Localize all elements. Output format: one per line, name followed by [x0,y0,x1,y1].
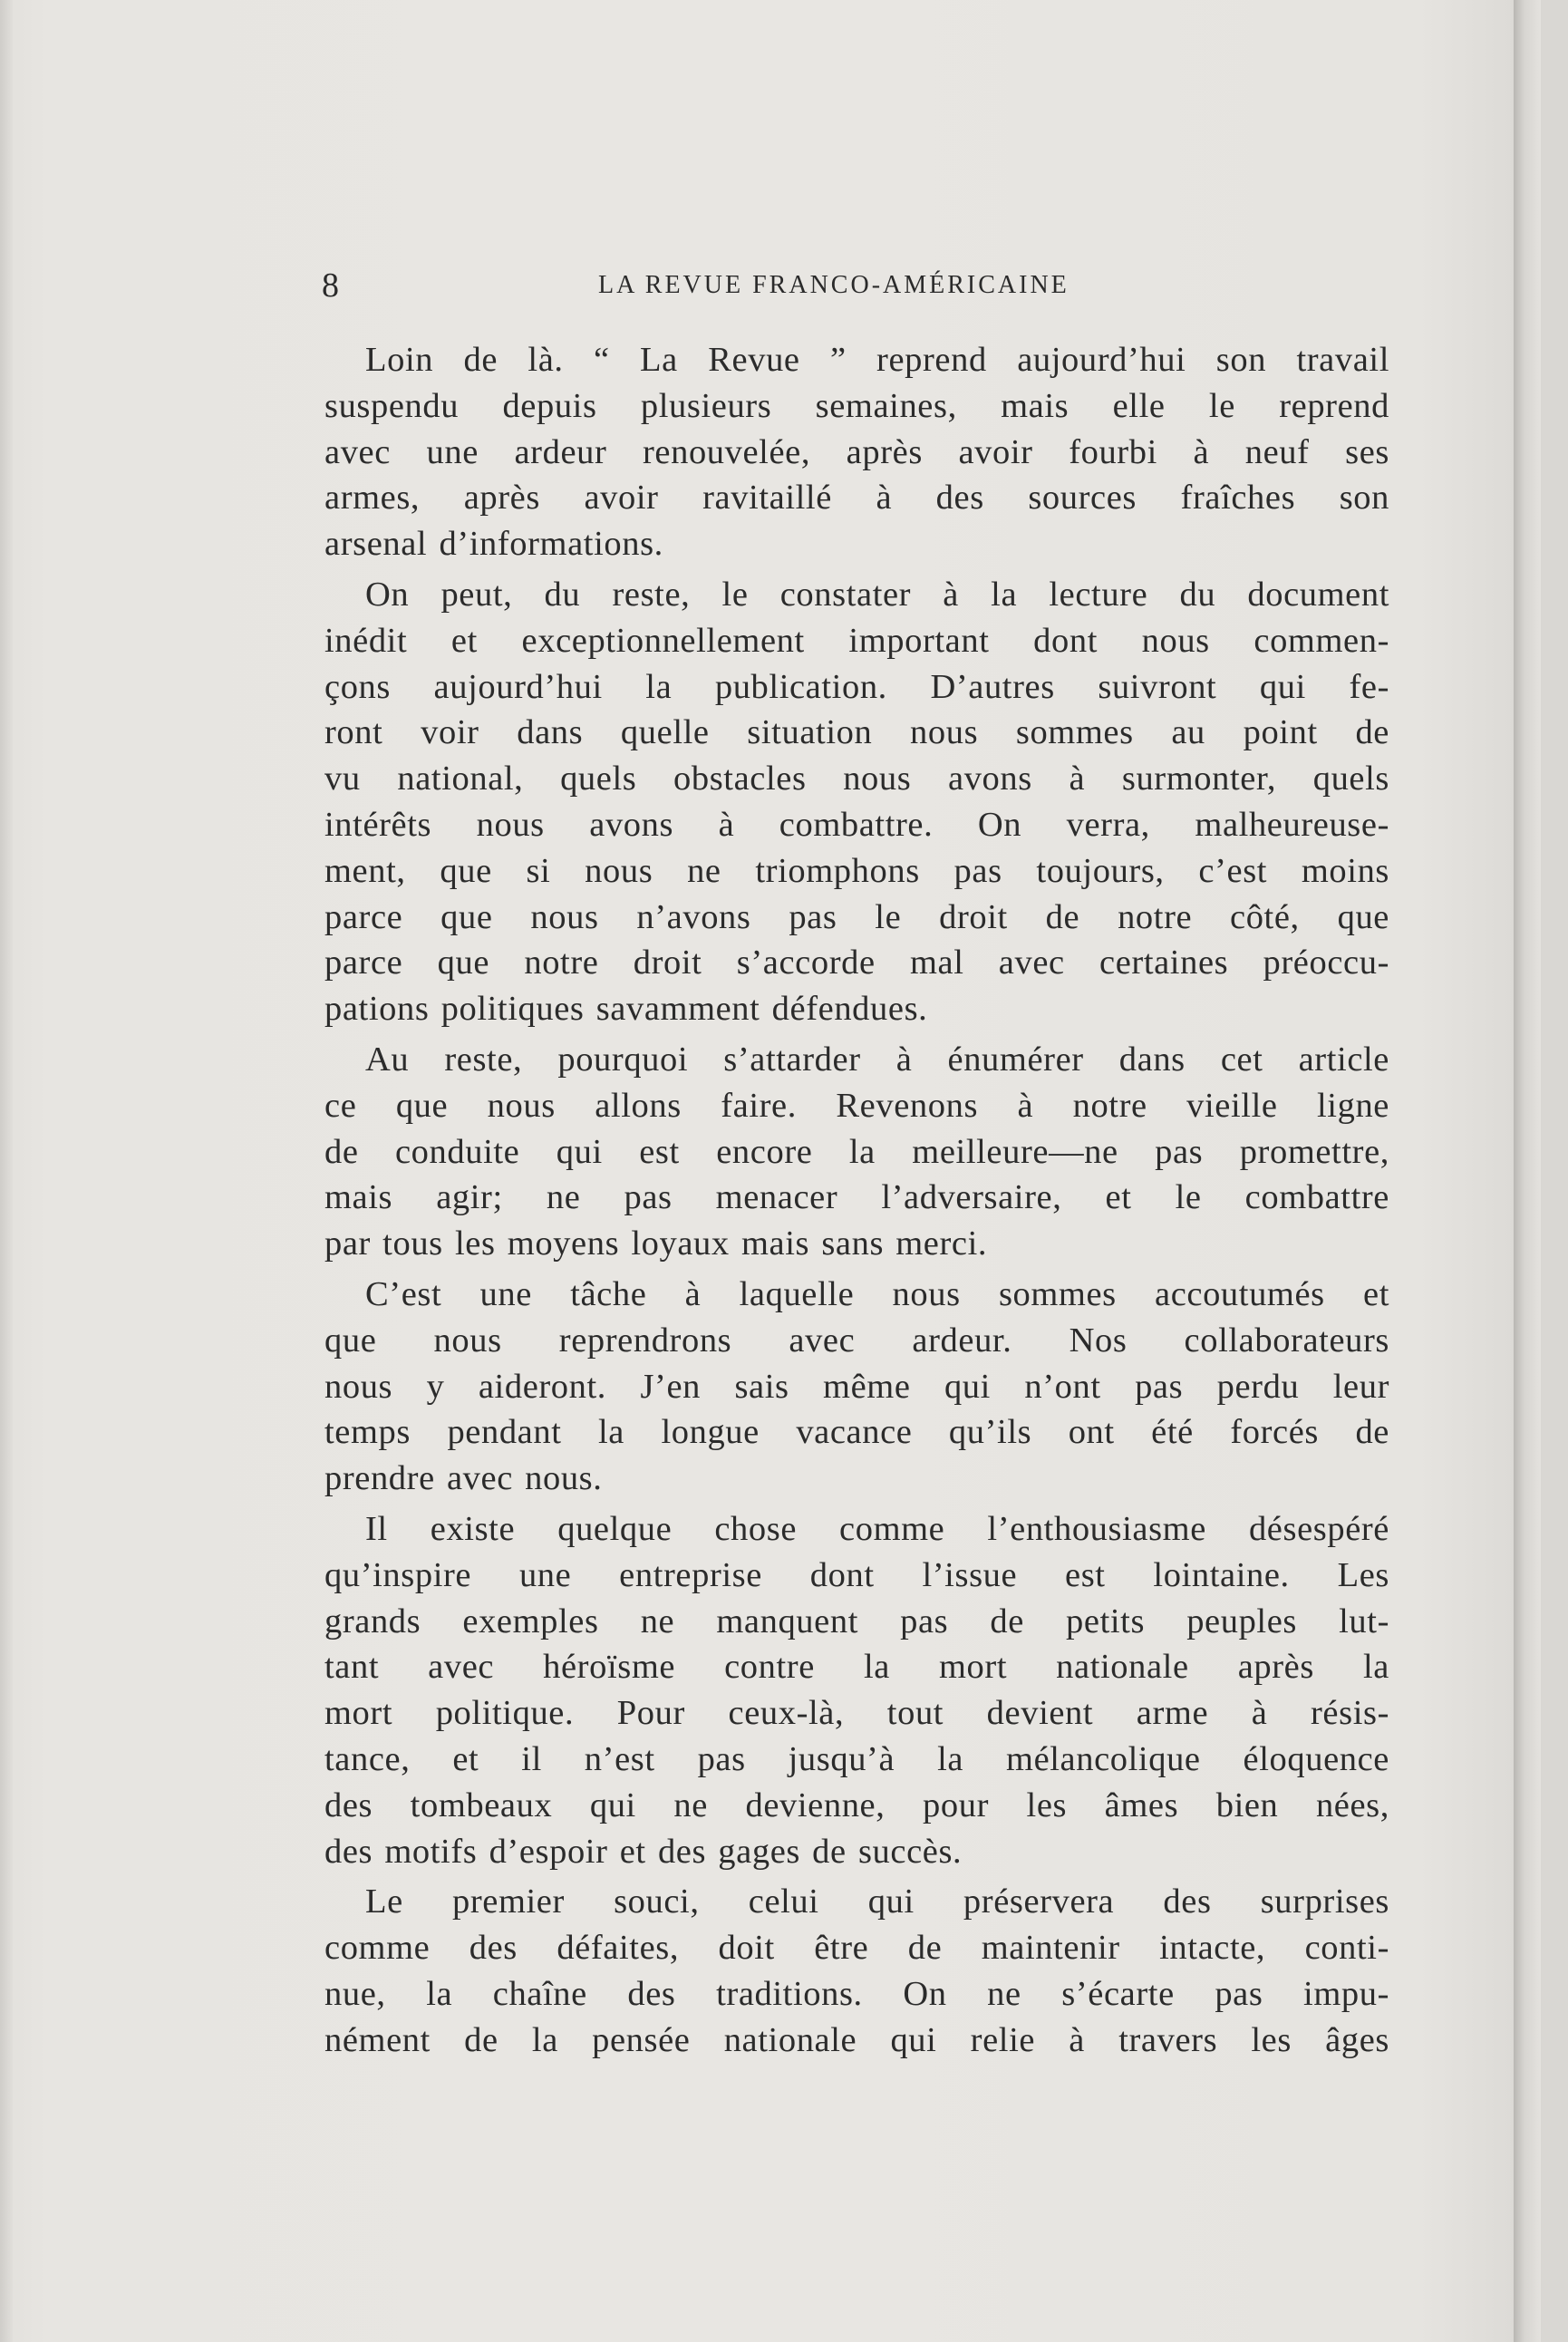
text-line: pations politiques savamment défendues. [324,990,928,1029]
text-line: inédit et exceptionnellement important dont nous commen- [324,621,1389,660]
paragraph [324,1037,1389,1267]
text-line: armes, après avoir ravitaillé à des sources fraîches son [324,479,1389,518]
text-line: Il existe quelque chose comme l’enthousiasme désespéré [365,1509,1389,1548]
text-line: temps pendant la longue vacance qu’ils ont été forcés de [324,1413,1389,1452]
page-right-edge [1514,0,1541,2342]
text-line: arsenal d’informations. [324,525,663,564]
text-line: nément de la pensée nationale qui relie à travers les âges [324,2020,1389,2059]
text-line: prendre avec nous. [324,1459,603,1498]
text-line: parce que nous n’avons pas le droit de notre côté, que [324,897,1389,936]
running-header [322,263,1119,308]
text-line: nous y aideront. J’en sais même qui n’ont pas perdu leur [324,1367,1389,1406]
paragraph [324,1272,1389,1502]
text-line: des tombeaux qui ne devienne, pour les âmes bien nées, [324,1786,1389,1824]
text-line: C’est une tâche à laquelle nous sommes accoutumés et [365,1274,1389,1313]
text-line: ront voir dans quelle situation nous sommes au point de [324,713,1389,752]
text-line: de conduite qui est encore la meilleure—ne pas promettre, [324,1132,1389,1171]
text-line: Au reste, pourquoi s’attarder à énumérer dans cet article [365,1040,1389,1079]
text-line: qu’inspire une entreprise dont l’issue est lointaine. Les [324,1555,1389,1594]
page-number: 8 [322,266,339,305]
text-line: mais agir; ne pas menacer l’adversaire, et le combattre [324,1178,1389,1217]
text-line: grands exemples ne manquent pas de petits peuples lut- [324,1602,1389,1640]
text-line: ment, que si nous ne triomphons pas toujours, c’est moins [324,851,1389,890]
text-line: que nous reprendrons avec ardeur. Nos collaborateurs [324,1321,1389,1360]
text-line: çons aujourd’hui la publication. D’autres suivront qui fe- [324,667,1389,706]
paragraph [324,572,1389,1032]
page-left-edge [0,0,13,2342]
text-line: On peut, du reste, le constater à la lecture du document [365,575,1389,614]
text-line: tance, et il n’est pas jusqu’à la mélancolique éloquence [324,1739,1389,1778]
paragraph [324,1879,1389,2063]
paragraph [324,337,1389,567]
paragraph [324,1506,1389,1874]
text-line: vu national, quels obstacles nous avons à surmonter, quels [324,760,1389,798]
body-text [324,337,1389,2067]
text-line: des motifs d’espoir et des gages de succès. [324,1832,963,1871]
text-line: comme des défaites, doit être de maintenir intacte, conti- [324,1929,1389,1968]
text-line: ce que nous allons faire. Revenons à notre vieille ligne [324,1086,1389,1125]
running-title: LA REVUE FRANCO-AMÉRICAINE [598,271,1070,299]
text-line: mort politique. Pour ceux-là, tout devient arme à résis- [324,1694,1389,1733]
text-line: par tous les moyens loyaux mais sans merci. [324,1224,988,1263]
text-line: parce que notre droit s’accorde mal avec certaines préoccu- [324,944,1389,982]
text-line: tant avec héroïsme contre la mort nationale après la [324,1648,1389,1687]
text-line: avec une ardeur renouvelée, après avoir fourbi à neuf ses [324,432,1389,471]
text-line: intérêts nous avons à combattre. On verra, malheureuse- [324,805,1389,844]
text-line: Le premier souci, celui qui préservera des surprises [365,1882,1389,1921]
text-line: nue, la chaîne des traditions. On ne s’écarte pas impu- [324,1974,1389,2013]
text-line: suspendu depuis plusieurs semaines, mais elle le reprend [324,386,1389,425]
text-line: Loin de là. “ La Revue ” reprend aujourd’hui son travail [365,341,1389,379]
